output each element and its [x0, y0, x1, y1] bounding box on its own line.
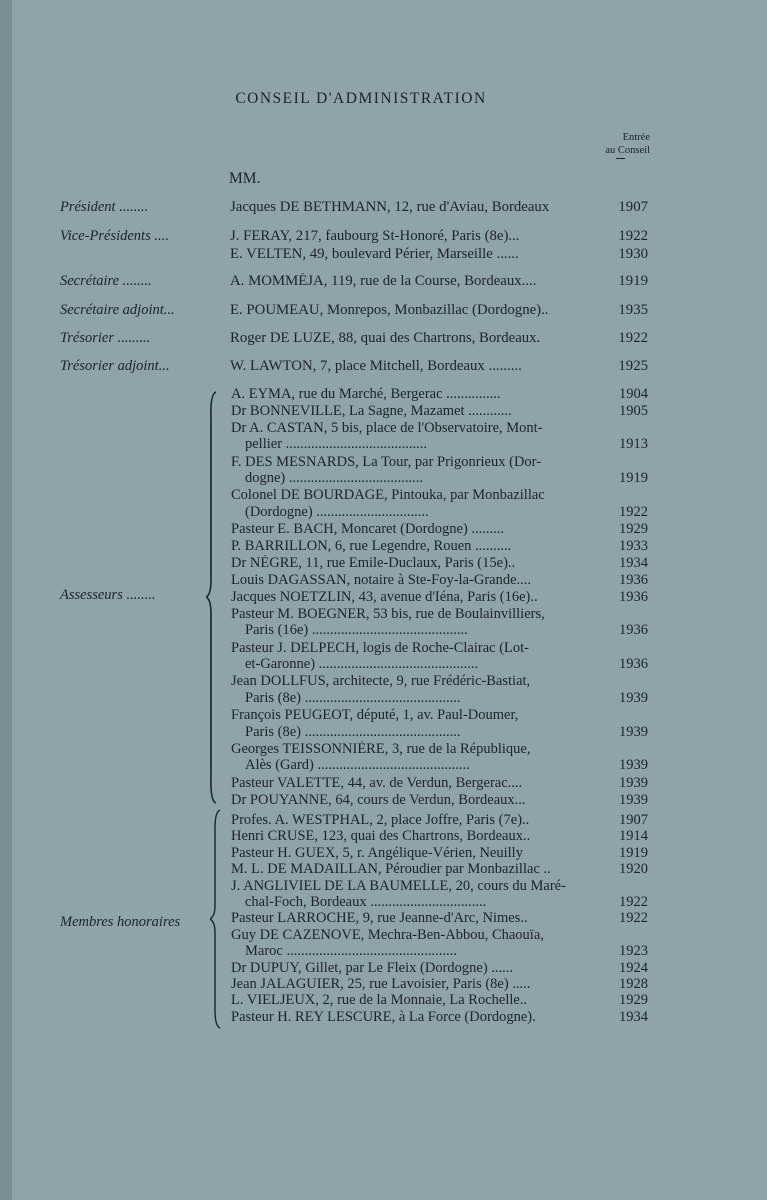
entry-continuation: Alès (Gard) .......................................... — [245, 757, 470, 774]
officer-name: A. MOMMÉJA, 119, rue de la Course, Bordeaux.... — [230, 273, 537, 289]
officer-row-president — [0, 199, 767, 218]
entry-text: Pasteur LARROCHE, 9, rue Jeanne-d'Arc, Nimes.. — [231, 910, 528, 927]
entry-text: Jean JALAGUIER, 25, rue Lavoisier, Paris (8e) ..... — [231, 976, 531, 992]
list-item — [231, 828, 651, 845]
entry-year: 1936 — [619, 622, 648, 639]
entree-header — [570, 131, 650, 157]
list-item — [231, 976, 651, 993]
officer-year: 1919 — [618, 273, 648, 289]
entree-dash — [616, 158, 625, 159]
entry-continuation: Maroc ............................................... — [245, 943, 457, 960]
mm-heading: MM. — [229, 170, 261, 187]
officer-year: 1922 — [618, 330, 648, 346]
list-item — [231, 845, 651, 862]
page-edge — [0, 0, 12, 1200]
list-item — [231, 420, 651, 453]
officer-year: 1907 — [618, 199, 648, 215]
entry-text: L. VIELJEUX, 2, rue de la Monnaie, La Rochelle.. — [231, 992, 528, 1009]
officer-year: 1935 — [618, 302, 648, 318]
officer-row-secretaire — [0, 273, 767, 292]
officer-label: Secrétaire ........ — [60, 273, 152, 289]
entry-text: Pasteur M. BOEGNER, 53 bis, rue de Boulainvilliers, — [231, 605, 545, 622]
list-item — [231, 606, 651, 639]
officer-label: Trésorier adjoint... — [60, 358, 170, 374]
list-item — [231, 403, 651, 420]
officer-label: Vice-Présidents .... — [60, 228, 169, 244]
assesseurs-brace — [206, 390, 220, 805]
entry-year: 1914 — [619, 828, 648, 845]
entry-year: 1939 — [619, 757, 648, 774]
officer-row-vice-president-2 — [0, 246, 767, 265]
entry-continuation: (Dordogne) ............................... — [245, 503, 429, 520]
entry-continuation: Paris (8e) ........................................... — [245, 689, 461, 706]
list-item — [231, 878, 651, 911]
officer-year: 1925 — [618, 358, 648, 374]
entry-year: 1919 — [619, 470, 648, 487]
officer-name: J. FERAY, 217, faubourg St-Honoré, Paris (8e)... — [230, 228, 520, 244]
entry-text: Dr A. CASTAN, 5 bis, place de l'Observatoire, Mont- — [231, 419, 543, 436]
honoraires-label: Membres honoraires — [60, 914, 181, 930]
entry-text: Jacques NOETZLIN, 43, avenue d'Iéna, Paris (16e).. — [231, 588, 538, 605]
list-item — [231, 487, 651, 520]
entry-year: 1924 — [619, 959, 648, 976]
entry-year: 1929 — [619, 521, 648, 538]
list-item — [231, 538, 651, 555]
entry-year: 1934 — [619, 1008, 648, 1025]
entry-text: Pasteur E. BACH, Moncaret (Dordogne) ......... — [231, 521, 505, 538]
entry-text: A. EYMA, rue du Marché, Bergerac ............... — [231, 386, 501, 402]
list-item — [231, 910, 651, 927]
entry-text: Dr NÈGRE, 11, rue Emile-Duclaux, Paris (15e).. — [231, 555, 516, 571]
entry-text: Louis DAGASSAN, notaire à Ste-Foy-la-Grande.... — [231, 571, 532, 588]
entry-continuation: dogne) ..................................... — [245, 470, 424, 487]
entry-text: Dr POUYANNE, 64, cours de Verdun, Bordeaux... — [231, 791, 526, 808]
entry-text: Dr DUPUY, Gillet, par Le Fleix (Dordogne) ...... — [231, 959, 514, 976]
entry-text: Pasteur H. GUEX, 5, r. Angélique-Vérien, Neuilly — [231, 844, 523, 861]
entry-text: Colonel DE BOURDAGE, Pintouka, par Monbazillac — [231, 487, 545, 504]
list-item — [231, 707, 651, 740]
list-item — [231, 861, 651, 878]
entry-year: 1922 — [619, 910, 648, 927]
list-item — [231, 992, 651, 1009]
entry-year: 1922 — [619, 503, 648, 520]
honoraires-brace — [210, 808, 224, 1030]
entry-text: F. DES MESNARDS, La Tour, par Prigonrieux (Dor- — [231, 453, 542, 470]
page-title: CONSEIL D'ADMINISTRATION — [235, 90, 487, 107]
list-item — [231, 555, 651, 572]
officer-name: Roger DE LUZE, 88, quai des Chartrons, Bordeaux. — [230, 330, 541, 346]
entry-text: François PEUGEOT, député, 1, av. Paul-Doumer, — [231, 707, 519, 724]
entry-year: 1923 — [619, 943, 648, 960]
entry-year: 1905 — [619, 402, 648, 419]
entry-text: Profes. A. WESTPHAL, 2, place Joffre, Paris (7e).. — [231, 812, 530, 828]
list-item — [231, 792, 651, 809]
entry-year: 1936 — [619, 656, 648, 673]
entree-line-2: au Conseil — [605, 145, 650, 156]
entry-continuation: chal-Foch, Bordeaux ................................ — [245, 894, 487, 911]
officer-name: E. VELTEN, 49, boulevard Périer, Marseille ...... — [230, 246, 519, 262]
entry-text: Guy DE CAZENOVE, Mechra-Ben-Abbou, Chaouïa, — [231, 926, 544, 943]
entry-text: Pasteur J. DELPECH, logis de Roche-Clairac (Lot- — [231, 639, 529, 656]
entry-text: P. BARRILLON, 6, rue Legendre, Rouen .......... — [231, 538, 512, 555]
entry-year: 1907 — [619, 812, 648, 828]
list-item — [231, 521, 651, 538]
entry-year: 1904 — [619, 386, 648, 402]
entry-year: 1922 — [619, 894, 648, 911]
list-item — [231, 386, 651, 403]
officer-row-tresorier — [0, 330, 767, 349]
officer-year: 1922 — [618, 228, 648, 244]
entry-continuation: Paris (8e) ........................................... — [245, 723, 461, 740]
assesseurs-label: Assesseurs ........ — [60, 587, 156, 603]
entry-text: J. ANGLIVIEL DE LA BAUMELLE, 20, cours du Maré- — [231, 877, 566, 894]
officer-label: Trésorier ......... — [60, 330, 151, 346]
list-item — [231, 1009, 651, 1026]
list-item — [231, 640, 651, 673]
entry-text: M. L. DE MADAILLAN, Péroudier par Monbazillac .. — [231, 861, 551, 878]
entry-continuation: Paris (16e) ........................................... — [245, 622, 468, 639]
entry-text: Henri CRUSE, 123, quai des Chartrons, Bordeaux.. — [231, 828, 531, 845]
officer-row-vice-president-1 — [0, 228, 767, 247]
entry-year: 1929 — [619, 992, 648, 1009]
officer-name: W. LAWTON, 7, place Mitchell, Bordeaux ......... — [230, 358, 522, 374]
entry-year: 1933 — [619, 538, 648, 555]
entry-text: Georges TEISSONNIÈRE, 3, rue de la République, — [231, 740, 531, 757]
entry-text: Dr BONNEVILLE, La Sagne, Mazamet ............ — [231, 402, 512, 419]
officer-row-secretaire-adjoint — [0, 302, 767, 321]
entry-text: Jean DOLLFUS, architecte, 9, rue Frédéric-Bastiat, — [231, 673, 531, 690]
entree-line-1: Entrée — [622, 132, 650, 143]
officer-name: E. POUMEAU, Monrepos, Monbazillac (Dordogne).. — [230, 302, 549, 318]
entry-year: 1939 — [619, 791, 648, 808]
list-item — [231, 454, 651, 487]
entry-text: Pasteur H. REY LESCURE, à La Force (Dordogne). — [231, 1008, 536, 1025]
entry-year: 1920 — [619, 861, 648, 878]
entry-year: 1919 — [619, 844, 648, 861]
list-item — [231, 960, 651, 977]
list-item — [231, 741, 651, 774]
officer-year: 1930 — [618, 246, 648, 262]
officer-row-tresorier-adjoint — [0, 358, 767, 377]
list-item — [231, 589, 651, 606]
entry-year: 1913 — [619, 436, 648, 453]
list-item — [231, 673, 651, 706]
entry-year: 1939 — [619, 774, 648, 791]
entry-year: 1936 — [619, 588, 648, 605]
officer-label: Président ........ — [60, 199, 149, 215]
officer-name: Jacques DE BETHMANN, 12, rue d'Aviau, Bordeaux — [230, 199, 550, 215]
officer-label: Secrétaire adjoint... — [60, 302, 175, 318]
entry-text: Pasteur VALETTE, 44, av. de Verdun, Bergerac.... — [231, 774, 523, 791]
entry-year: 1928 — [619, 976, 648, 992]
entry-year: 1939 — [619, 689, 648, 706]
entry-year: 1934 — [619, 555, 648, 571]
list-item — [231, 775, 651, 792]
entry-year: 1939 — [619, 723, 648, 740]
entry-year: 1936 — [619, 571, 648, 588]
list-item — [231, 927, 651, 960]
entry-continuation: pellier ....................................... — [245, 436, 428, 453]
list-item — [231, 812, 651, 829]
list-item — [231, 572, 651, 589]
entry-continuation: et-Garonne) ............................................ — [245, 656, 479, 673]
